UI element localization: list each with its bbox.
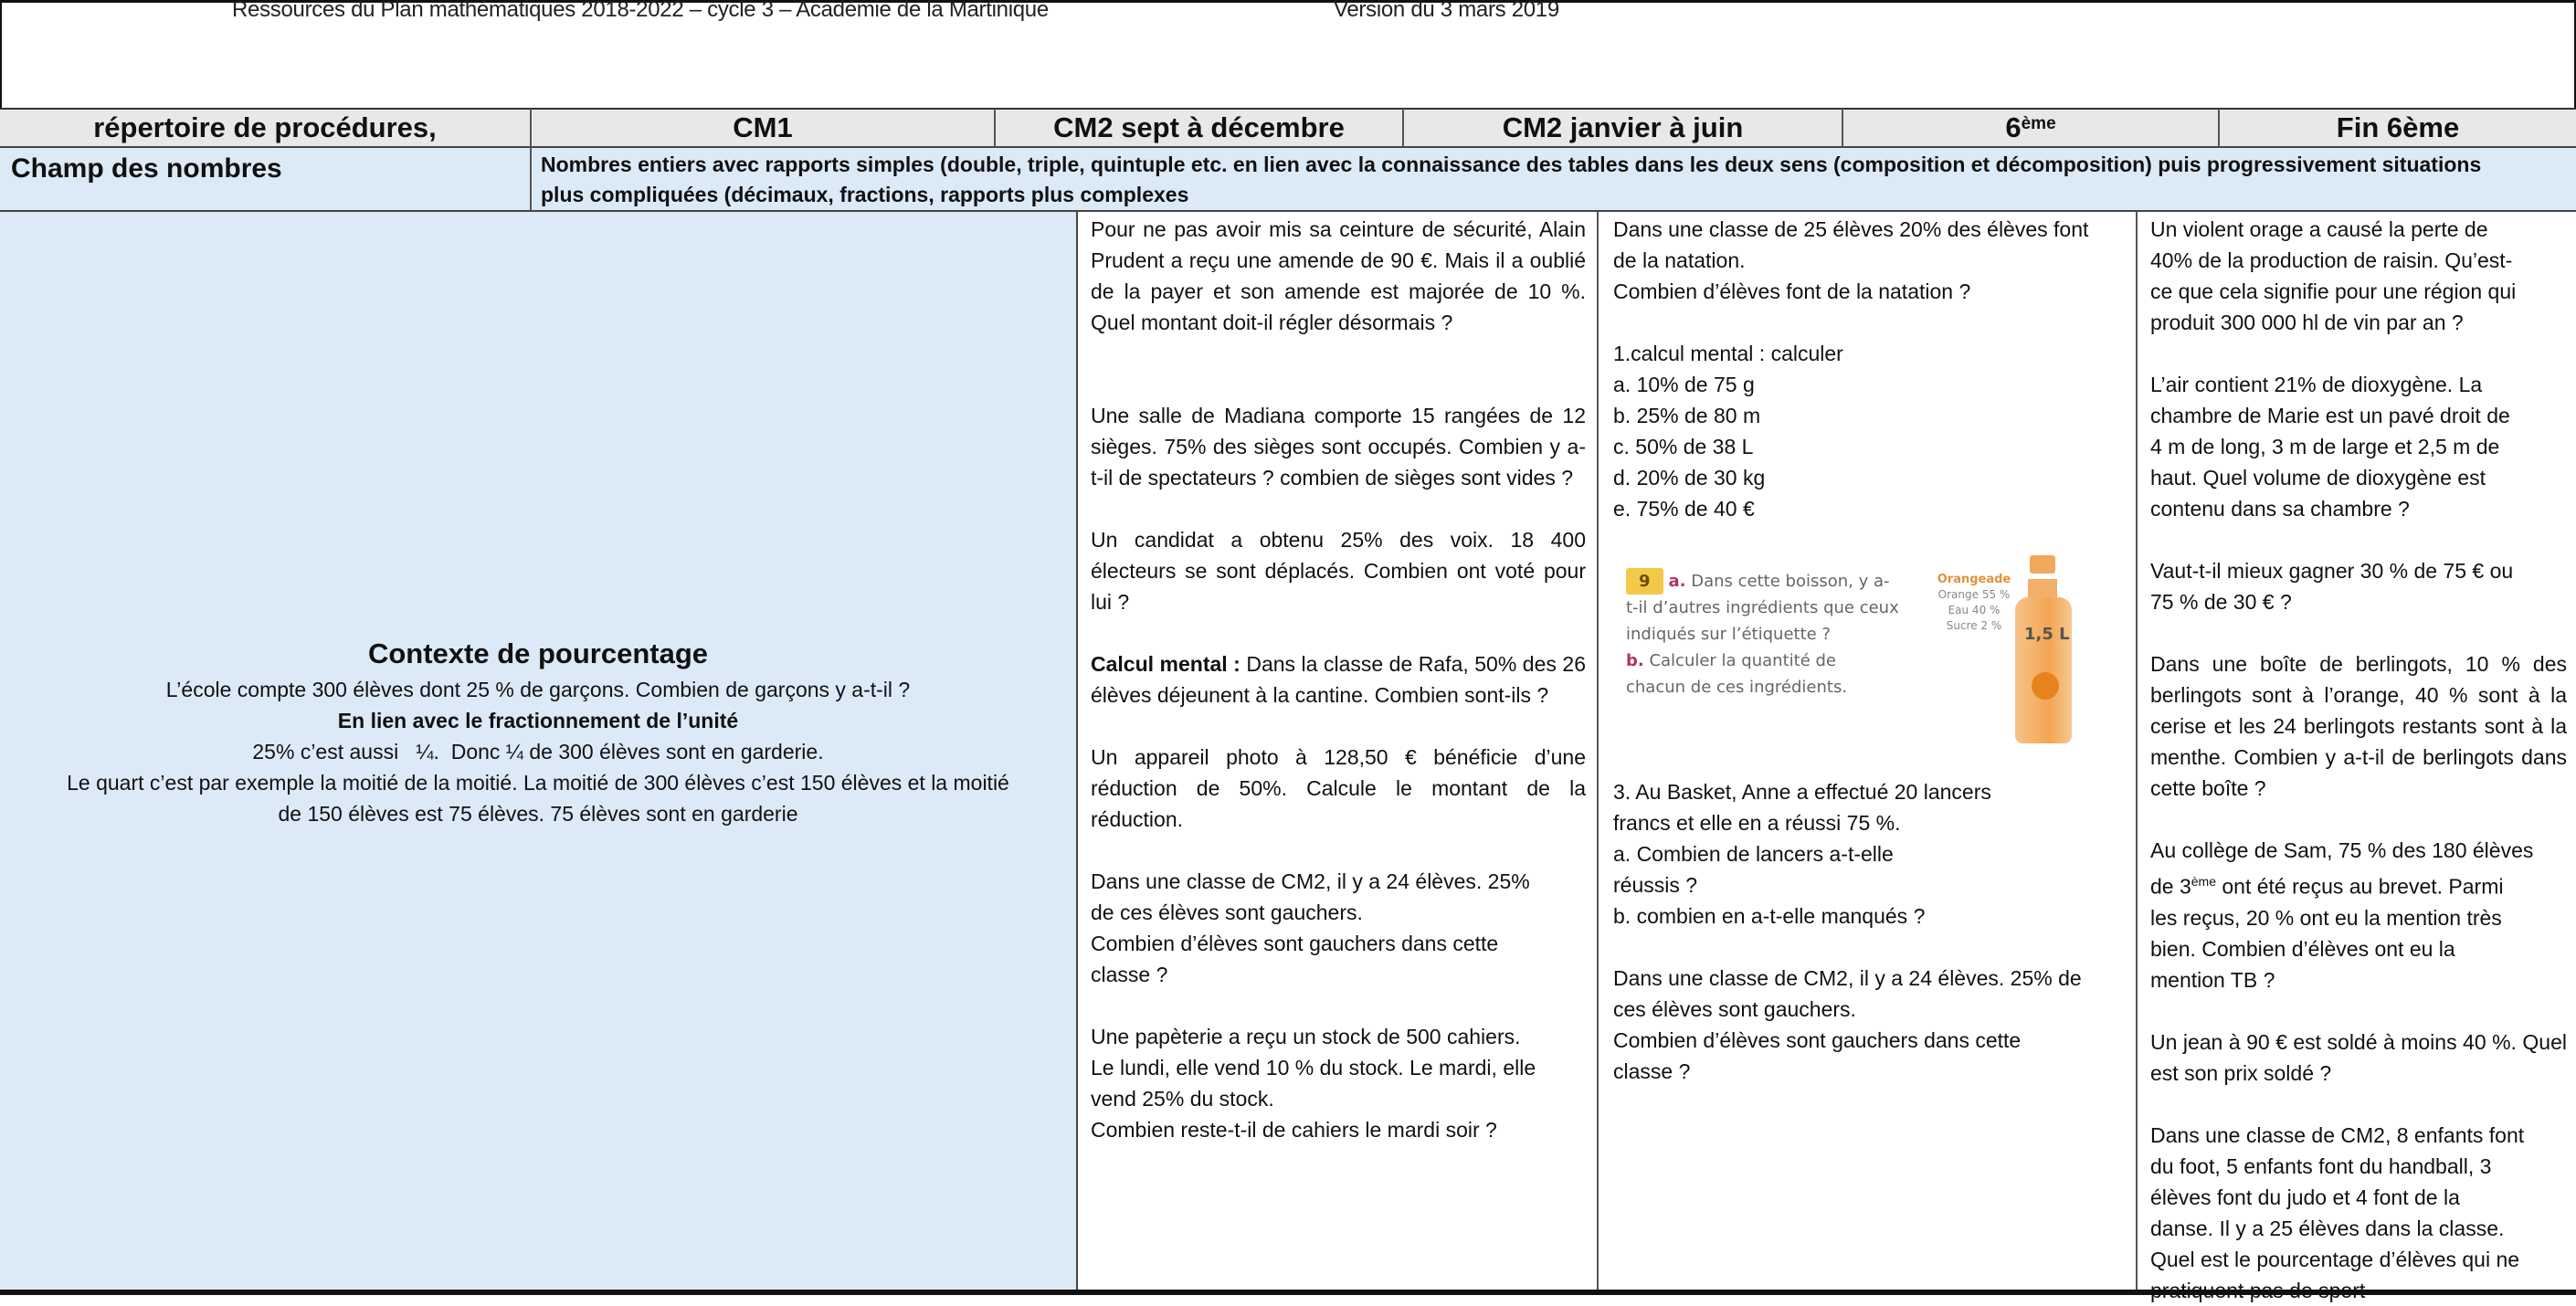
problem-text: Un appareil photo à 128,50 € bénéficie d’une réduction de 50%. Calcule le montant de la réduction. [1091, 745, 1586, 831]
calcul-list [1613, 338, 2125, 524]
problem-line: produit 300 000 hl de vin par an ? [2150, 311, 2464, 334]
problem-text [1613, 963, 2125, 1087]
problem-text [2150, 1120, 2567, 1306]
problem-line: Vaut-t-il mieux gagner 30 % de 75 € ou [2150, 559, 2514, 583]
champ-line: plus compliquées (décimaux, fractions, rapports plus complexes [541, 183, 1189, 206]
header-version: Version du 3 mars 2019 [1334, 0, 1559, 22]
exercise-question: Dans cette boisson, y a-t-il d’autres ingrédients que ceux indiqués sur l’étiquette ? [1626, 572, 1899, 644]
contexte-text: Le quart c’est par exemple la moitié de la moitié. La moitié de 300 élèves c’est 150 élèves et la moitié [67, 771, 1009, 795]
column-header-label: CM2 janvier à juin [1502, 111, 1744, 143]
problem-text: Un jean à 90 € est soldé à moins 40 %. Quel est son prix soldé ? [2150, 1029, 2567, 1085]
exercise-question: Calculer la quantité de chacun de ces ingrédients. [1626, 651, 1848, 697]
problem-text-body: Dans la classe de Rafa, 50% des 26 élèves déjeunent à la cantine. Combien sont-ils ? [1091, 652, 1586, 707]
problem-text: Un candidat a obtenu 25% des voix. 18 400 électeurs se sont déplacés. Combien ont voté pour lui ? [1091, 528, 1586, 614]
exercise-letter: a. [1668, 572, 1686, 591]
problem-line: de ces élèves sont gauchers. [1091, 901, 1363, 924]
problem-line: Au collège de Sam, 75 % des 180 élèves [2150, 838, 2534, 862]
calcul-item: e. 75% de 40 € [1613, 497, 1755, 521]
calcul-item: a. 10% de 75 g [1613, 373, 1755, 396]
problem-text [1091, 866, 1586, 990]
problem-line: de la natation. [1613, 248, 1746, 272]
problem-line: pratiquent pas de sport [2150, 1278, 2366, 1302]
problem-fragment: de 3 [2150, 874, 2191, 899]
problem-text: Une salle de Madiana comporte 15 rangées de 12 sièges. 75% des sièges sont occupés. Combien y a-t-il de spectateurs ? combien de sièges sont vides ? [1091, 404, 1586, 490]
problem-line: Le lundi, elle vend 10 % du stock. Le mardi, elle [1091, 1056, 1536, 1080]
bottle-label [1924, 572, 2024, 634]
problem-line: Combien d’élèves font de la natation ? [1613, 279, 1971, 303]
problem-line [2150, 866, 2567, 902]
problem-line: Combien reste-t-il de cahiers le mardi soir ? [1091, 1118, 1497, 1142]
problem-text: Pour ne pas avoir mis sa ceinture de sécurité, Alain Prudent a reçu une amende de 90 €. Mais il a oublié de la payer et son amende est majorée de 10 %. Quel montant doit-il régler désormais ? [1091, 217, 1586, 334]
problem-line: élèves font du judo et 4 font de la [2150, 1185, 2460, 1209]
exercise-letter: b. [1626, 651, 1644, 670]
bottle-ingredient: Orange 55 % [1937, 588, 2011, 601]
problem-line: 40% de la production de raisin. Qu’est- [2150, 248, 2513, 272]
champ-line: Nombres entiers avec rapports simples (double, triple, quintuple etc. en lien avec la connaissance des tables dans les deux sens (composition et décomposition) puis progressivement situations [541, 153, 2482, 176]
problem-text [2150, 835, 2567, 995]
ordinal-sup: ème [2191, 874, 2216, 889]
contexte-text: 25% c’est aussi ¼. Donc ¼ de 300 élèves sont en garderie. [252, 740, 824, 764]
bottle-volume: 1,5 L [2024, 625, 2070, 644]
problem-line: vend 25% du stock. [1091, 1087, 1274, 1111]
problem-line: 3. Au Basket, Anne a effectué 20 lancers [1613, 780, 1991, 804]
header-source: Ressources du Plan mathématiques 2018-2022 – cycle 3 – Académie de la Martinique [232, 0, 1049, 22]
problem-line: haut. Quel volume de dioxygène est [2150, 466, 2486, 490]
cm2-sept-cell [1078, 212, 1599, 1290]
calcul-item: d. 20% de 30 kg [1613, 466, 1766, 490]
problem-line: mention TB ? [2150, 967, 2275, 992]
problem-line: réussis ? [1613, 873, 1698, 897]
problem-text [1091, 1021, 1586, 1145]
problem-text [1091, 648, 1586, 711]
problem-line: classe ? [1613, 1059, 1691, 1083]
problem-text [1613, 776, 2125, 932]
contexte-text: de 150 élèves est 75 élèves. 75 élèves sont en garderie [278, 802, 798, 826]
problem-line: classe ? [1091, 963, 1168, 986]
champ-description [532, 148, 2576, 212]
problem-line: chambre de Marie est un pavé droit de [2150, 404, 2510, 427]
contexte-subtitle: En lien avec le fractionnement de l’unité [337, 709, 739, 732]
bottle-icon [2015, 555, 2072, 747]
problem-line: b. combien en a-t-elle manqués ? [1613, 904, 1926, 928]
column-header-sup: ème [2021, 114, 2056, 133]
bottle-cap [2030, 555, 2055, 574]
sixieme-cell [2138, 212, 2576, 1302]
column-header-label: CM1 [733, 111, 793, 143]
calcul-item: c. 50% de 38 L [1613, 435, 1754, 458]
column-header-label: répertoire de procédures, [93, 111, 437, 143]
bottle-ingredient: Sucre 2 % [1946, 619, 2002, 632]
problem-line: Quel est le pourcentage d’élèves qui ne [2150, 1247, 2520, 1271]
column-header-label: Fin 6ème [2336, 111, 2460, 143]
orange-fruit-icon [2032, 672, 2059, 700]
bottle-neck [2028, 579, 2057, 597]
exercise-text [1626, 568, 1900, 700]
problem-text [2150, 214, 2567, 338]
problem-text [2150, 555, 2567, 617]
problem-text [2150, 369, 2567, 524]
problem-line: Une papèterie a reçu un stock de 500 cahiers. [1091, 1025, 1521, 1048]
problem-line: bien. Combien d’élèves ont eu la [2150, 936, 2455, 961]
column-header-repertoire [0, 108, 532, 148]
problem-line: les reçus, 20 % ont eu la mention très [2150, 905, 2502, 930]
bottle-brand: Orangeade [1937, 573, 2011, 586]
problem-line: L’air contient 21% de dioxygène. La [2150, 373, 2483, 396]
calcul-title: 1.calcul mental : calculer [1613, 342, 1843, 365]
column-header-cm1 [532, 108, 996, 148]
contexte-cell [0, 212, 1078, 1290]
problem-line: ce que cela signifie pour une région qui [2150, 279, 2517, 303]
problem-text: Dans une boîte de berlingots, 10 % des berlingots sont à l’orange, 40 % sont à la cerise et les 24 berlingots restants sont à la menthe. Combien y a-t-il de berlingots dans cette boîte ? [2150, 652, 2567, 800]
contexte-text: L’école compte 300 élèves dont 25 % de garçons. Combien de garçons y a-t-il ? [165, 678, 911, 701]
contexte-title: Contexte de pourcentage [367, 637, 709, 669]
champ-label: Champ des nombres [0, 148, 532, 212]
problem-line: 4 m de long, 3 m de large et 2,5 m de [2150, 435, 2500, 458]
problem-line: francs et elle en a réussi 75 %. [1613, 811, 1901, 835]
column-header-cm2-jan [1404, 108, 1843, 148]
column-header-fin-6eme [2220, 108, 2576, 148]
calcul-mental-label: Calcul mental : [1091, 652, 1240, 676]
problem-line: Dans une classe de 25 élèves 20% des élèves font [1613, 217, 2089, 241]
column-header-cm2-sept [996, 108, 1404, 148]
problem-line: Dans une classe de CM2, il y a 24 élèves. 25% de [1613, 966, 2082, 990]
problem-line: Combien d’élèves sont gauchers dans cette [1091, 932, 1499, 955]
exercise-image [1613, 546, 2125, 758]
problem-line: ces élèves sont gauchers. [1613, 997, 1856, 1021]
calcul-item: b. 25% de 80 m [1613, 404, 1761, 427]
column-header-label: CM2 sept à décembre [1053, 111, 1345, 143]
problem-line: a. Combien de lancers a-t-elle [1613, 842, 1894, 866]
problem-line: Combien d’élèves sont gauchers dans cette [1613, 1028, 2022, 1052]
column-header-6eme [1843, 108, 2220, 148]
problem-line: Dans une classe de CM2, il y a 24 élèves. 25% [1091, 869, 1530, 893]
bottle-ingredient: Eau 40 % [1948, 604, 2001, 616]
problem-line: du foot, 5 enfants font du handball, 3 [2150, 1153, 2492, 1178]
column-header-label: 6 [2005, 111, 2022, 143]
problem-line: danse. Il y a 25 élèves dans la classe. [2150, 1216, 2505, 1240]
problem-text [1613, 214, 2125, 307]
cm2-jan-cell [1599, 212, 2138, 1290]
problem-line: 75 % de 30 € ? [2150, 590, 2292, 614]
problem-line: contenu dans sa chambre ? [2150, 497, 2410, 521]
exercise-number-badge: 9 [1626, 568, 1663, 595]
problem-fragment: ont été reçus au brevet. Parmi [2216, 874, 2504, 899]
problem-line: Un violent orage a causé la perte de [2150, 217, 2488, 241]
problem-line: Dans une classe de CM2, 8 enfants font [2150, 1122, 2525, 1147]
